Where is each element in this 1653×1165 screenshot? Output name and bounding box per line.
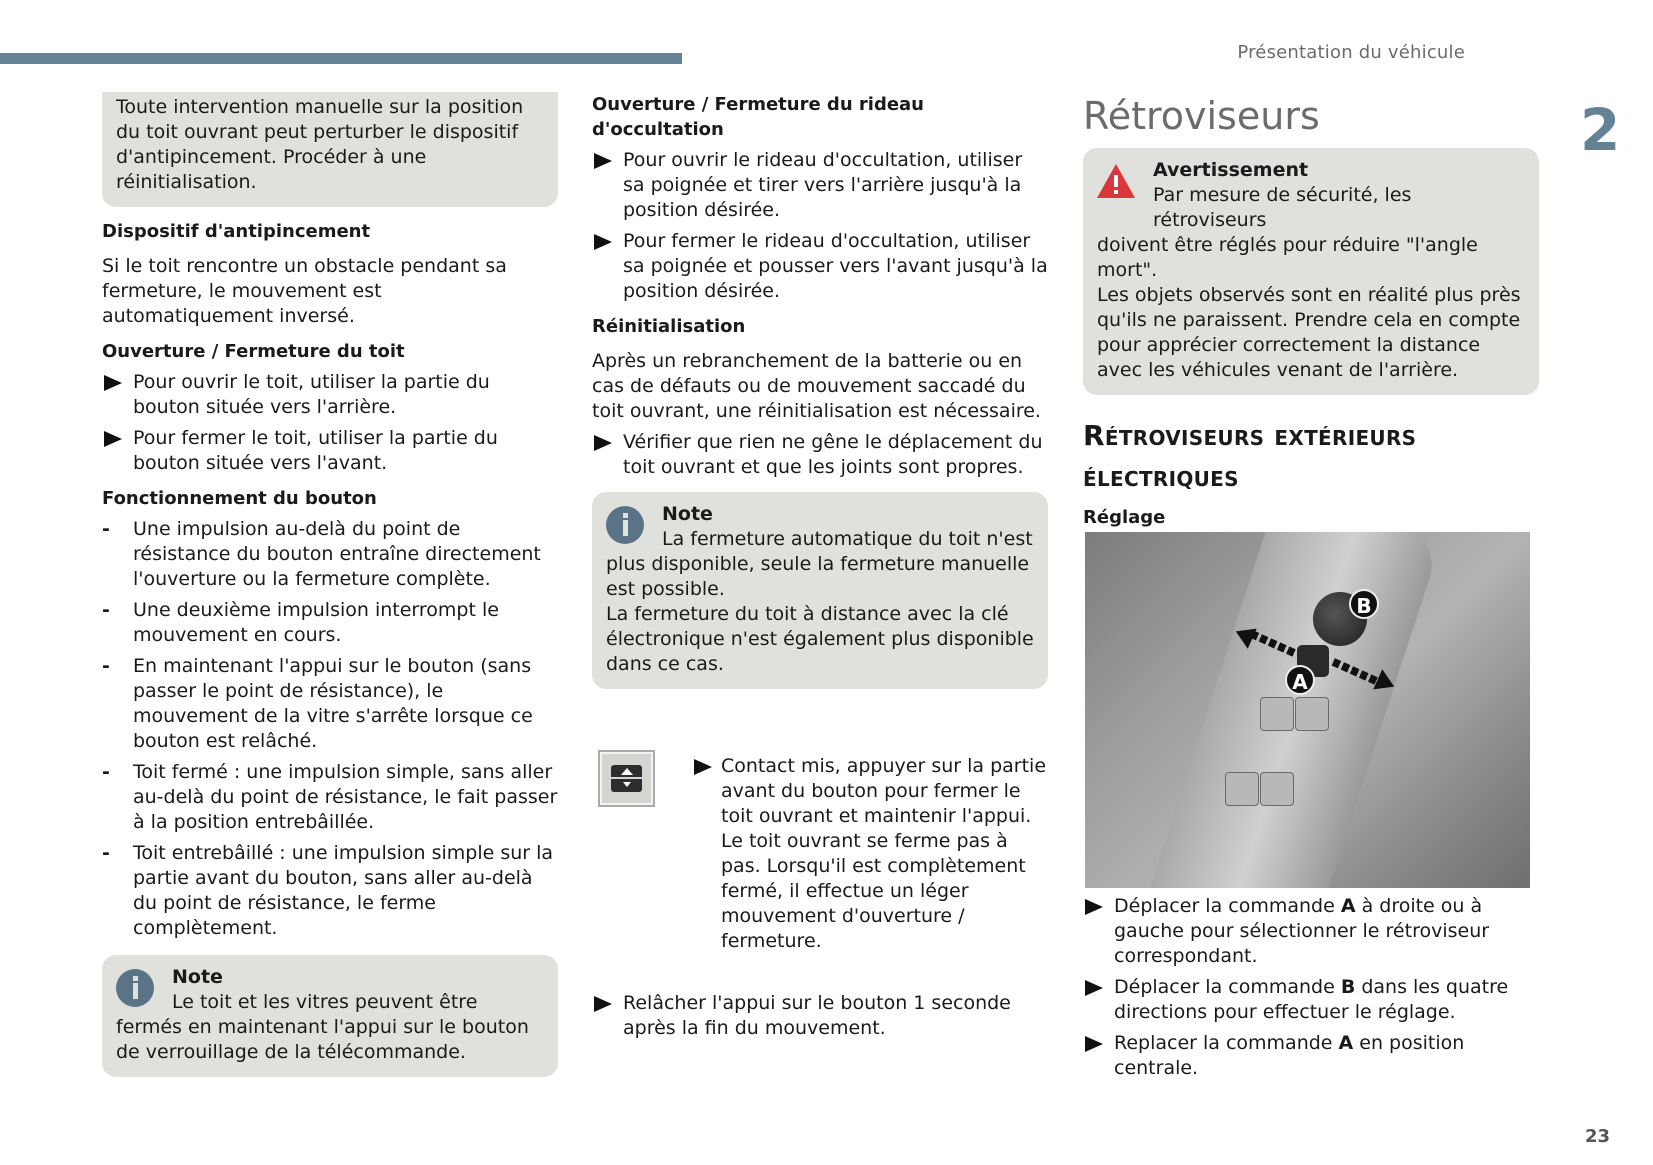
antipinch-heading: Dispositif d'antipincement xyxy=(102,221,371,242)
note-title: Note xyxy=(662,503,713,525)
note-title: Note xyxy=(172,966,223,988)
warning-text-2: Les objets observés sont en réalité plus près qu'ils ne paraissent. Prendre cela en compte pour apprécier correctement la distance avec les véhicules venant de l'arrière. xyxy=(1097,284,1521,381)
section-title: Rétroviseurs extérieurs électriques xyxy=(1083,419,1417,493)
note-text-2: La fermeture du toit à distance avec la clé électronique n'est également plus disponible dans ce cas. xyxy=(606,603,1034,675)
manual-intervention-text: Toute intervention manuelle sur la position du toit ouvrant peut perturber le dispositif d'antipincement. Procéder à une réinitialisation. xyxy=(116,96,524,193)
note-box-reinit xyxy=(592,492,1048,689)
page-title: Rétroviseurs xyxy=(1083,94,1320,138)
info-icon xyxy=(606,506,644,544)
warning-icon xyxy=(1097,164,1135,198)
bullet-arrow-icon xyxy=(1085,1036,1103,1052)
warning-title: Avertissement xyxy=(1153,159,1309,181)
bullet-arrow-icon xyxy=(594,234,612,250)
bullet-arrow-icon xyxy=(104,431,122,447)
blind-close-bullet: Pour fermer le rideau d'occultation, utiliser sa poignée et pousser vers l'avant jusqu'à la position désirée. xyxy=(592,229,1048,304)
note-text: plus disponible, seule la fermeture manuelle est possible. xyxy=(606,553,1030,600)
button-operation-item: - Une impulsion au-delà du point de résistance du bouton entraîne directement l'ouverture ou la fermeture complète. xyxy=(102,518,541,590)
reinit-bullet: Vérifier que rien ne gêne le déplacement du toit ouvrant et que les joints sont propres. xyxy=(592,430,1048,480)
mirror-control-figure xyxy=(1085,532,1530,888)
bullet-arrow-icon xyxy=(1085,980,1103,996)
bullet-arrow-icon xyxy=(594,435,612,451)
reinit-heading: Réinitialisation xyxy=(592,316,746,337)
warning-first-line: Par mesure de sécurité, les rétroviseurs xyxy=(1153,184,1412,231)
contact-bullet: Contact mis, appuyer sur la partie avant du bouton pour fermer le toit ouvrant et maintenir l'appui. Le toit ouvrant se ferme pas à pas. Lorsqu'il est complètement fermé, il effectue un léger mouvement d'ouverture / fermeture. xyxy=(692,754,1048,954)
arrow-up-icon xyxy=(621,768,633,775)
roof-button-icon xyxy=(598,750,655,807)
info-icon xyxy=(116,969,154,1007)
chapter-number: 2 xyxy=(1580,96,1621,164)
roof-close-bullet: Pour fermer le toit, utiliser la partie du bouton située vers l'avant. xyxy=(102,426,558,476)
mirror-step: Déplacer la commande B dans les quatre directions pour effectuer le réglage. xyxy=(1083,975,1539,1025)
column-3 xyxy=(1083,92,1539,1081)
page-number: 23 xyxy=(1585,1126,1611,1147)
bullet-arrow-icon xyxy=(594,153,612,169)
section-header: Présentation du véhicule xyxy=(1237,42,1465,63)
label-b: B xyxy=(1349,589,1379,619)
warning-text: doivent être réglés pour réduire "l'angle mort". xyxy=(1097,234,1478,281)
arrow-down-icon xyxy=(623,782,631,787)
roof-open-bullet: Pour ouvrir le toit, utiliser la partie du bouton située vers l'arrière. xyxy=(102,370,558,420)
warning-box xyxy=(1083,148,1539,395)
note-box-remote xyxy=(102,955,558,1077)
roof-open-close-heading: Ouverture / Fermeture du toit xyxy=(102,341,405,362)
contact-instructions xyxy=(692,754,1048,954)
button-operation-item: - En maintenant l'appui sur le bouton (sans passer le point de résistance), le mouvement de la vitre s'arrête lorsque ce bouton est relâché. xyxy=(102,655,533,752)
reinit-text: Après un rebranchement de la batterie ou en cas de défauts ou de mouvement saccadé du toit ouvrant, une réinitialisation est nécessaire. xyxy=(592,350,1041,422)
adjustment-heading: Réglage xyxy=(1083,507,1166,528)
bullet-arrow-icon xyxy=(694,759,712,775)
button-operation-heading: Fonctionnement du bouton xyxy=(102,488,377,509)
blind-heading: Ouverture / Fermeture du rideau d'occultation xyxy=(592,94,924,140)
release-bullet: Relâcher l'appui sur le bouton 1 seconde après la fin du mouvement. xyxy=(592,991,1048,1041)
note-text: fermés en maintenant l'appui sur le bouton de verrouillage de la télécommande. xyxy=(116,1016,529,1063)
column-2 xyxy=(592,92,1048,689)
button-operation-item: - Toit fermé : une impulsion simple, sans aller au-delà du point de résistance, le fait passer à la position entrebâillée. xyxy=(102,761,558,833)
button-operation-item: - Toit entrebâillé : une impulsion simple sur la partie avant du bouton, sans aller au-delà du point de résistance, le ferme complètement. xyxy=(102,842,554,939)
mirror-step: Replacer la commande A en position centrale. xyxy=(1083,1031,1539,1081)
note-first-line: Le toit et les vitres peuvent être xyxy=(172,991,478,1013)
header-accent-bar xyxy=(0,53,682,64)
label-a: A xyxy=(1285,665,1315,695)
bullet-arrow-icon xyxy=(594,996,612,1012)
bullet-arrow-icon xyxy=(1085,899,1103,915)
manual-intervention-box xyxy=(102,92,558,207)
blind-open-bullet: Pour ouvrir le rideau d'occultation, utiliser sa poignée et tirer vers l'arrière jusqu'à la position désirée. xyxy=(592,148,1048,223)
column-1 xyxy=(102,92,558,1077)
release-instructions xyxy=(592,985,1048,1041)
button-operation-item: - Une deuxième impulsion interrompt le mouvement en cours. xyxy=(102,599,499,646)
antipinch-text: Si le toit rencontre un obstacle pendant sa fermeture, le mouvement est automatiquement inversé. xyxy=(102,255,507,327)
mirror-step: Déplacer la commande A à droite ou à gauche pour sélectionner le rétroviseur correspondant. xyxy=(1083,894,1539,969)
note-first-line: La fermeture automatique du toit n'est xyxy=(662,528,1033,550)
bullet-arrow-icon xyxy=(104,375,122,391)
